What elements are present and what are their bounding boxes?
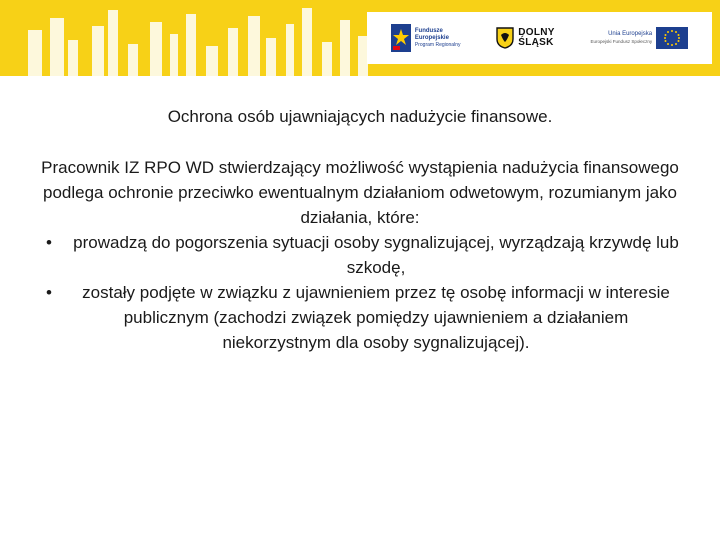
eu-flag-icon [656, 27, 688, 49]
bullet-marker: • [46, 283, 52, 302]
slide-title: Ochrona osób ujawniających nadużycie finansowe. [167, 107, 553, 126]
bullet-text: zostały podjęte w związku z ujawnieniem przez tę osobę informacji w interesie publicznym (zachodzi związek pomiędzy ujawnieniem a działaniem niekorzystnym dla osoby sygnalizującej). [82, 283, 670, 352]
bullet-marker: • [46, 233, 52, 252]
slide-content [40, 104, 680, 355]
ue-line1: Unia Europejska [608, 31, 653, 37]
dolny-slask-logo [496, 27, 555, 49]
dolny-slask-crest-icon [496, 27, 514, 49]
bullet-item-1 [40, 230, 680, 280]
unia-europejska-logo [591, 27, 689, 49]
decorative-pattern [0, 0, 380, 76]
bullet-item-2 [40, 280, 680, 355]
fe-line1: Fundusze [414, 27, 443, 34]
bullet-text: prowadzą do pogorszenia sytuacji osoby sygnalizującej, wyrządzają krzywdę lub szkodę, [73, 233, 679, 277]
fundusze-europejskie-logo [391, 24, 461, 52]
intro-paragraph: Pracownik IZ RPO WD stwierdzający możliwość wystąpienia nadużycia finansowego podlega ochronie przeciwko ewentualnym działaniom odwetowym, rozumianym jako działania, które: [41, 158, 679, 227]
ds-line1: DOLNY [518, 27, 555, 38]
fe-line3: Program Regionalny [414, 41, 461, 48]
ue-line2: Europejski Fundusz Społeczny [590, 39, 653, 44]
bullet-list [40, 230, 680, 355]
fe-line2: Europejskie [414, 34, 449, 41]
fe-star-icon [391, 24, 411, 52]
ds-line2: ŚLĄSK [518, 37, 554, 48]
header-banner [0, 0, 720, 76]
logo-strip [367, 12, 712, 64]
